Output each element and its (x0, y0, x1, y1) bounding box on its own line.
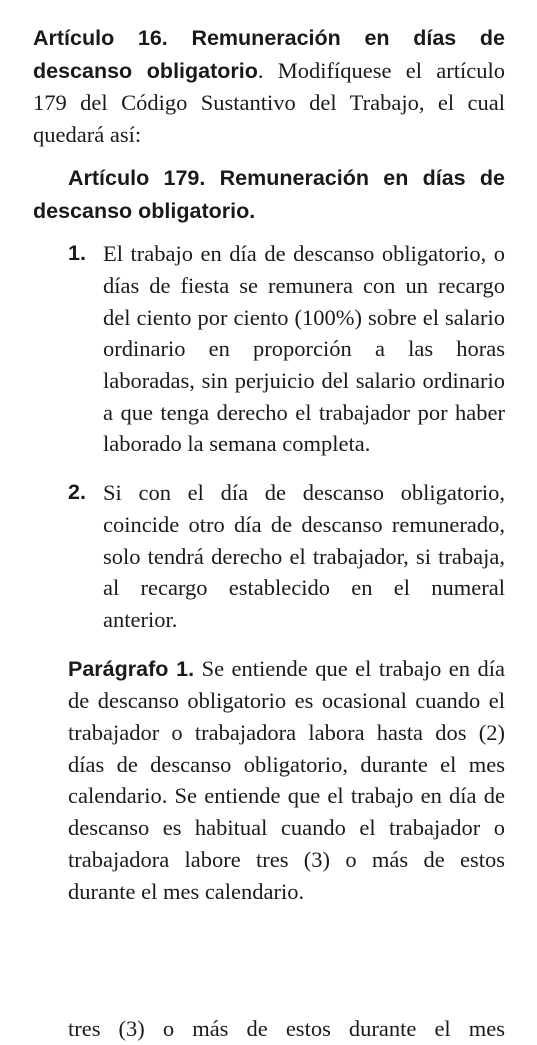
list-item-number: 2. (68, 480, 86, 505)
article-16-heading-period: . (257, 57, 264, 83)
article-16-paragraph (33, 22, 505, 151)
paragrafo-1-text: Se entiende que el trabajo en día de descanso obligatorio es ocasional cuando el trabajador o trabajadora labora hasta dos (2) días de descanso obligatorio, durante el mes calendario. Se entiende que el trabajo en día de descanso es habitual cuando el trabajador o trabajadora labore tres (3) o más de estos durante el mes calendario. (68, 655, 505, 904)
article-179-heading-paragraph (33, 162, 505, 227)
list-item (33, 477, 505, 636)
paragrafo-1-label: Parágrafo 1. (68, 656, 195, 681)
article-179-heading: Artículo 179. Remuneración en días de descanso obligatorio. (33, 165, 505, 223)
list-item (33, 238, 505, 460)
list-item-text: El trabajo en día de descanso obligatorio, o días de fiesta se remunera con un recargo del ciento por ciento (100%) sobre el salario ordinario en proporción a las horas laboradas, sin perjuicio del salario ordinario a que tenga derecho el trabajador por haber laborado la semana completa. (103, 241, 505, 457)
cutoff-next-line (68, 1011, 505, 1041)
document-page (33, 22, 505, 907)
cutoff-line-text: tres (3) o más de estos durante el mes (68, 1016, 505, 1041)
list-item-number: 1. (68, 241, 86, 266)
paragrafo-1 (33, 653, 505, 908)
article-16-intro: Modifíquese el artículo 179 del Código Sustantivo del Trabajo, el cual quedará así: (33, 57, 505, 148)
article-16-heading: Artículo 16. Remuneración en días de descanso obligatorio (33, 26, 505, 83)
list-item-text: Si con el día de descanso obligatorio, coincide otro día de descanso remunerado, solo tendrá derecho el trabajador, si trabaja, al recargo establecido en el numeral anterior. (103, 480, 505, 632)
numbered-list (33, 238, 505, 635)
